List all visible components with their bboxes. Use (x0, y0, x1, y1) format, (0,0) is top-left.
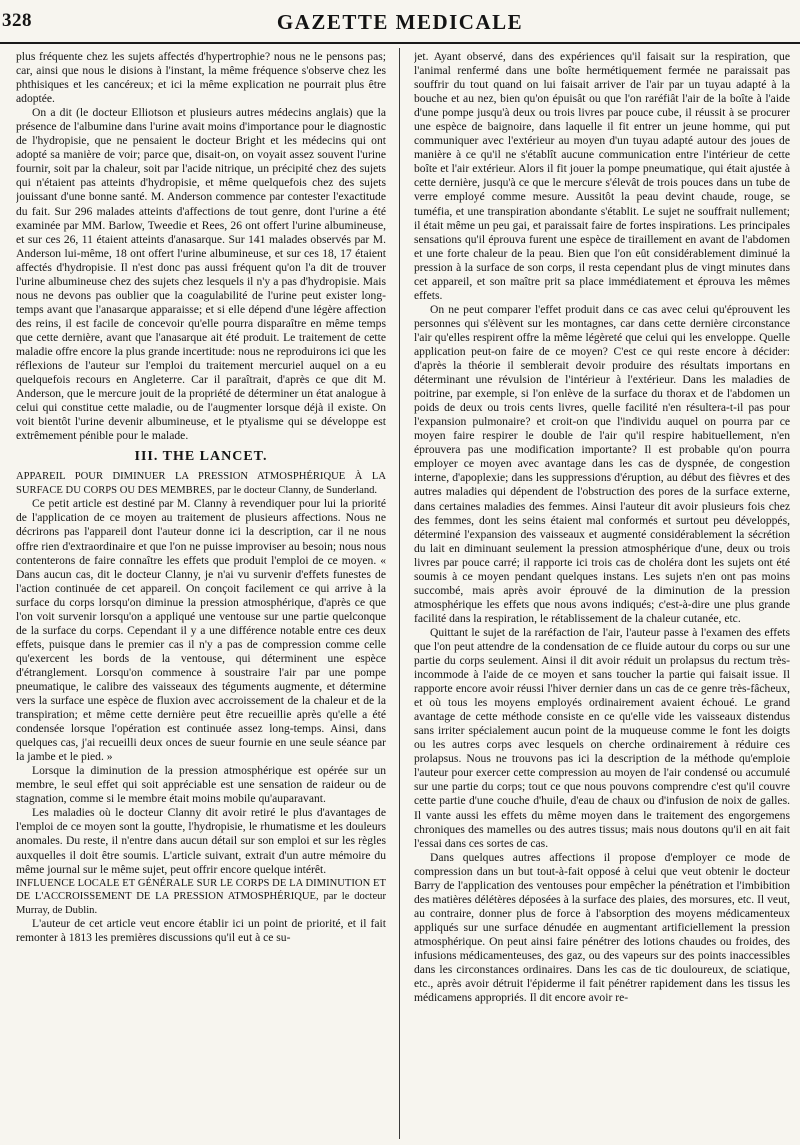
paragraph: Quittant le sujet de la raréfaction de l'air, l'auteur passe à l'examen des effets que l'on peut attendre de la condensation de ce fluide autour du corps ou sur une partie du corps seulement. Ainsi il dit avoir réduit un prolapsus du rectum très-incommode à l'aide de ce moyen et sans toucher la partie qui faisait issue. Il rapporte encore avoir réussi l'hiver dernier dans un cas de ce genre très-fâcheux, et où tous les moyens employés ordinairement avaient échoué. Le grand avantage de cette méthode consiste en ce qu'elle vide les vaisseaux distendus sans irriter spécialement aucun point de la muqueuse comme le font les doigts ou les autres corps avec lesquels on cherche ordinairement à réduire ces prolapsus. Nous ne trouvons pas ici la description de la méthode qu'emploie l'auteur pour exercer cette compression au moyen de l'air condensé ou accumulé sur une partie du corps; tout ce que nous pouvons comprendre c'est qu'il couvre cette partie d'une couche d'huile, d'eau de chaux ou d'infusion de noix de galles. Il vante aussi les effets du même moyen dans le traitement des engorgemens chroniques des mamelles ou des autres tissus; mais nous doutons qu'il en ait fait l'essai dans ces sortes de cas. (414, 625, 790, 850)
paragraph: L'auteur de cet article veut encore établir ici un point de priorité, et il fait remonter à 1813 les premières discussions qu'il eut à ce su- (16, 917, 386, 945)
paragraph: Lorsque la diminution de la pression atmosphérique est opérée sur un membre, le seul effet qui soit appréciable est une sensation de raideur ou de stagnation, comme si le membre était moins mobile qu'auparavant. (16, 764, 386, 806)
paragraph: Dans quelques autres affections il propose d'employer ce mode de compression dans un but tout-à-fait opposé à celui que veut obtenir le docteur Barry de l'application des ventouses pour empêcher la pénétration et l'imbibition des matières délétères déposées à la surface des plaies, des morsures, etc. Il veut, au contraire, donner plus de force à l'absorption des moyens médicamenteux appliqués sur une surface dénudée en augmentant artificiellement la pression atmosphérique. On peut ainsi faire pénétrer des lotions chaudes ou froides, des infusions médicamenteuses, des gaz, ou des vapeurs sur des points inaccessibles dans les circonstances ordinaires. Dans les cas de tic douloureux, de sciatique, etc., après avoir détruit l'épiderme il fait pénétrer rapidement dans les tissus les médicamens appropriés. Il dit encore avoir re- (414, 850, 790, 1005)
column-divider (399, 48, 400, 1139)
right-column (414, 50, 790, 1141)
paragraph: On a dit (le docteur Elliotson et plusieurs autres médecins anglais) que la présence de l'albumine dans l'urine avait moins d'importance pour le diagnostic de l'hydropisie, que ne pensaient le docteur Bright et les médecins qui ont adopté sa manière de voir; parce que, disait-on, on voyait assez souvent l'urine fournir, soit par la chaleur, soit par l'acide nitrique, un précipité chez des sujets qui n'étaient pas atteints d'hydropisie, et même quelquefois chez des sujets jouissant d'une bonne santé. M. Anderson commence par contester l'exactitude du fait. Sur 296 malades atteints d'affections de tout genre, dont l'urine a été examinée par MM. Barlow, Tweedie et Rees, 26 ont offert l'urine albumineuse, et sur ces 26, 11 étaient atteints d'anasarque. Sur 141 malades observés par M. Anderson lui-même, 18 ont offert l'urine albumineuse, et sur ces 18, 17 étaient affectés d'hydropisie. Il n'est donc pas aussi fréquent qu'on l'a dit de trouver l'urine albumineuse chez des sujets chez lesquels il n'y a pas d'hydropisie. Mais nous ne devons pas oublier que la coagulabilité de l'urine peut exister long-temps avant que l'anasarque apparaisse; et si elle dépend d'une légère affection des reins, il est facile de concevoir qu'elle pourra disparaître en même temps que cette dernière, avant que l'anasarque ait été produit. Le traitement de cette maladie offre encore la plus grande incertitude: nous ne reproduirons ici que les réflexions de l'auteur sur l'emploi du traitement mercuriel auquel on a eu quelquefois recours en Angleterre. Car il paraîtrait, d'après ce que dit M. Anderson, que le mercure jouit de la propriété de déterminer un état analogue à celui qui constitue cette maladie, ou de l'augmenter lorsque déjà il existe. On voit bientôt l'urine devenir albumineuse, et le ptyalisme qui se développe est extrêmement pénible pour le malade. (16, 106, 386, 443)
left-column (16, 50, 386, 1141)
paragraph: Les maladies où le docteur Clanny dit avoir retiré le plus d'avantages de l'emploi de ce moyen sont la goutte, l'hydropisie, le rhumatisme et les douleurs anomales. Du reste, il n'entre dans aucun détail sur son emploi et sur les règles auxquelles il doit être soumis. L'article suivant, extrait d'un autre mémoire du même journal sur le même sujet, peut offrir encore quelque intérêt. (16, 806, 386, 876)
article-title: APPAREIL POUR DIMINUER LA PRESSION ATMOSPHÉRIQUE À LA SURFACE DU CORPS OU DES MEMBRES, par le docteur Clanny, de Sunderland. (16, 471, 386, 496)
paragraph: plus fréquente chez les sujets affectés d'hypertrophie? nous ne le pensons pas; car, ainsi que nous le disions à l'instant, la même fréquence s'observe chez les phthisiques et les cancéreux; et ici la même explication ne pourrait plus être adoptée. (16, 50, 386, 106)
header-rule (0, 42, 800, 44)
running-title: GAZETTE MEDICALE (276, 10, 524, 34)
paragraph: jet. Ayant observé, dans des expériences qu'il faisait sur la respiration, que l'animal renfermé dans une boîte hermétiquement fermée ne paraissait pas souffrir du tout quand on lui faisait arriver de l'air par un tuyau adapté à la bouche et au nez, bien qu'on épuisât ou que l'on raréfiât l'air de la boîte à l'aide d'une pompe jusqu'à deux ou trois livres par pouce cube, il réussit à se procurer une espèce de baignoire, dans laquelle il fit entrer un jeune homme, qui put communiquer avec l'extérieur au moyen d'un tuyau adapté autour des joues de manière à ce qu'il ne s'établît aucune communication entre l'intérieur de cette boîte et l'air extérieur. Alors il fit jouer la pompe pneumatique, qui était ajustée à cette dernière, jusqu'à ce que le mercure s'élevât de trois pouces dans un tube de verre employé comme mesure. Aussitôt la peau devint chaude, rouge, se tuméfia, et une transpiration abondante s'établit. Le sujet ne souffrait nullement; il était même un peu gai, et paraissait faire de fortes inspirations. Les principales sensations qu'il éprouva furent une espèce de tiraillement en avant de l'abdomen et une forte chaleur de la peau. Bien que l'on eût considérablement diminué la pression à la surface de son corps, il resta cependant plus de vingt minutes dans cet appareil, et son maître prit sa place immédiatement et éprouva les mêmes effets. (414, 50, 790, 302)
page-number: 328 (2, 10, 32, 31)
page-header (0, 0, 800, 40)
paragraph: On ne peut comparer l'effet produit dans ce cas avec celui qu'éprouvent les personnes qui s'élèvent sur les montagnes, car dans cette dernière circonstance l'air qu'elles respirent offre la même légèreté que celui qui les enveloppe. Quelle application peut-on faire de ce moyen? C'est ce qui reste encore à décider: d'après la théorie il semblerait devoir produire des résultats importans en déterminant une révulsion de l'intérieur à l'extérieur. Dans les maladies de poitrine, par exemple, si l'on enlève de la surface du thorax et de l'abdomen un poids de deux ou trois cents livres, quelle facilité n'en résultera-t-il pas pour l'expansion pulmonaire? et croit-on que l'individu auquel on pourra par ce moyen faire respirer le double de l'air qu'il respire habituellement, n'en éprouvera pas une modification importante? Il est probable qu'on pourra employer ce moyen avec avantage dans les cas de dyspnée, de congestion interne, d'apoplexie; dans les suppressions d'éruption, au début des fièvres et des autres maladies qui dépendent de l'obstruction des pores de la surface externe, dans certaines maladies des femmes. Ainsi l'auteur dit avoir plusieurs fois chez des femmes, dont les seins étaient mal conformés et surtout peu développés, déterminé l'expansion des vaisseaux et augmenté considérablement la sécrétion du lait en diminuant seulement la pression atmosphérique d'une, deux ou trois livres par pouce carré; il rapporte ici trois cas de choléra dont les sujets ont été soumis à ce moyen pendant quelques instans. Les sujets n'en ont pas moins succombé, mais après avoir éprouvé de la diminution de la pression atmosphérique les effets que nous avons indiqués; c'est-à-dire une plus grande facilité dans la respiration, le rétablissement de la chaleur cutanée, etc. (414, 302, 790, 625)
paragraph: Ce petit article est destiné par M. Clanny à revendiquer pour lui la priorité de l'application de ce moyen au traitement de plusieurs affections. Nous ne décrirons pas l'appareil dont l'auteur donne ici la description, car il ne nous offre rien d'extraordinaire et que l'on ne puisse improviser au besoin; nous nous contenterons de faire connaître les effets que produit l'emploi de ce moyen. « Dans aucun cas, dit le docteur Clanny, je n'ai vu survenir d'effets funestes de l'action continuée de cet appareil. On conçoit facilement ce qui arrive à la surface du corps lorsqu'on diminue la pression atmosphérique, d'après ce que l'on voit survenir lorsqu'on a appliqué une ventouse sur une partie quelconque de la surface du corps. Cependant il y a une différence notable entre ces deux effets, puisque dans le premier cas il n'y a pas de compression comme celle qu'exercent les bords de la ventouse, qui déterminent une espèce d'étranglement. Lorsqu'on commence à soustraire l'air par une pompe pneumatique, le calibre des vaisseaux des téguments augmente, et détermine vers la surface une espèce de fluxion avec accroissement de la chaleur et de la transpiration; et même cette dernière peut être recueillie après qu'elle a été condensée lorsque l'opération est continuée assez long-temps. Ainsi, dans quelques cas, j'ai recueilli deux onces de sueur fournie en une seule séance par la jambe et le pied. » (16, 497, 386, 764)
article-title: INFLUENCE LOCALE ET GÉNÉRALE SUR LE CORPS DE LA DIMINUTION ET DE L'ACCROISSEMENT DE LA PRESSION ATMOSPHÉRIQUE, par le docteur Murray, de Dublin. (16, 877, 386, 916)
section-heading: III. THE LANCET. (134, 449, 268, 465)
